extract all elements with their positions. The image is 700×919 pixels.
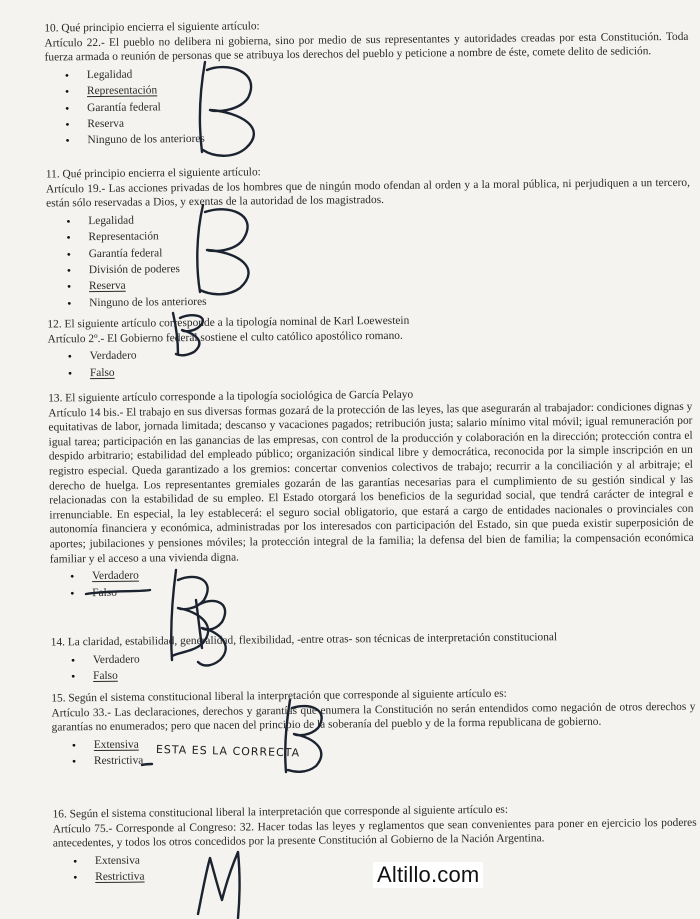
article-text: Artículo 33.- Las declaraciones, derechos y garantías que enumera la Constitución no serán entendidos como negación de otros derechos y garantías no enumerados; pero que nacen del principio de la soberanía del pueblo y de la forma republicana de gobierno. <box>51 700 696 734</box>
option: • Restrictiva <box>94 747 696 770</box>
option-selected: • Falso <box>93 662 695 685</box>
handwritten-annotation: ESTA ES LA CORRECTA <box>155 742 301 760</box>
question-13 <box>48 385 694 602</box>
option-selected: • Extensiva <box>94 731 696 754</box>
question-10 <box>44 15 689 150</box>
option: • Ninguno de los anteriores <box>89 289 691 312</box>
question-prompt: 16. Según el sistema constitucional liberal la interpretación que corresponde al siguiente artículo es: <box>52 803 509 821</box>
option-selected: • Verdadero <box>92 562 694 585</box>
option: • Legalidad <box>88 207 690 230</box>
option: • Reserva <box>87 110 689 133</box>
options-list <box>46 207 691 312</box>
watermark-logo: Altillo.com <box>373 862 483 888</box>
question-prompt: 10. Qué principio encierra el siguiente artículo: <box>44 20 260 35</box>
article-text: Artículo 22.- El pueblo no delibera ni gobierna, sino por medio de sus representantes y autoridades creadas por esta Constitución. Toda fuerza armada o reunión de personas que se atribuya los derechos del pueblo y peticione a nombre de éste, comete delito de sedición. <box>44 30 689 64</box>
options-list <box>50 562 694 602</box>
options-list <box>45 61 690 150</box>
options-list <box>52 731 696 771</box>
question-14 <box>51 629 695 685</box>
option: • Garantía federal <box>87 93 689 116</box>
option: • Legalidad <box>87 61 689 84</box>
option: • Representación <box>88 223 690 246</box>
option: • Extensiva <box>95 847 697 870</box>
option: • División de poderes <box>89 256 691 279</box>
option: • Verdadero <box>93 645 695 668</box>
question-11 <box>46 161 691 312</box>
options-list <box>51 645 695 685</box>
question-prompt: 12. El siguiente artículo corresponde a la tipología nominal de Karl Loewestein <box>47 314 410 331</box>
option: • Garantía federal <box>89 239 691 262</box>
option-selected: • Representación <box>87 77 689 100</box>
question-prompt: 15. Según el sistema constitucional liberal la interpretación que corresponde al siguiente artículo es: <box>51 687 507 705</box>
question-prompt: 14. La claridad, estabilidad, generalidad, flexibilidad, -entre otras- son técnicas de interpretación constitucional <box>50 631 558 649</box>
article-text: Artículo 75.- Corresponde al Congreso: 32. Hacer todas las leyes y reglamentos que sean convenientes para poner en ejercicio los poderes antecedentes, y todos los otros concedidos por la presente Constitución al Gobierno de la Nación Argentina. <box>52 816 697 850</box>
option: • Ninguno de los anteriores <box>87 126 689 149</box>
article-text: Artículo 19.- Las acciones privadas de los hombres que de ningún modo ofendan al orden y a la moral pública, ni perjudiquen a un tercero, están sólo reservadas a Dios, y exentas de la autoridad de los magistrados. <box>45 176 691 210</box>
option-selected: • Reserva <box>89 272 691 295</box>
option: • Verdadero <box>90 342 692 365</box>
article-text: Artículo 14 bis.- El trabajo en sus diversas formas gozará de la protección de las leyes, las que asegurarán al trabajador: condiciones dignas y equitativas de labor, jornada limitada; descanso y vacaciones pagados; retribución justa; salario mínimo vital móvil; igual remuneración por igual tarea; participación en las ganancias de las empresas, con control de la producción y colaboración en la dirección; protección contra el despido arbitrario; estabilidad del empleado público; organización sindical libre y democrática, reconocida por la simple inscripción en un registro especial. Queda garantizado a los gremios: concertar convenios colectivos de trabajo; recurrir a la conciliación y al arbitraje; el derecho de huelga. Los representantes gremiales gozarán de las garantías necesarias para el cumplimiento de su gestión sindical y las relacionadas con la estabilidad de su empleo. El Estado otorgará los beneficios de la seguridad social, que tendrá carácter de integral e irrenunciable. En especial, la ley establecerá: el seguro social obligatorio, que estará a cargo de entidades nacionales o provinciales con autonomía financiera y económica, administradas por los interesados con participación del Estado, sin que pueda existir superposición de aportes; jubilaciones y pensiones móviles; la protección integral de la familia; la defensa del bien de familia; la compensación económica familiar y el acceso a una vivienda digna. <box>48 400 694 566</box>
question-12 <box>47 311 692 382</box>
option-selected: • Restrictiva <box>95 863 697 886</box>
option: • Falso <box>92 578 694 601</box>
question-15 <box>51 685 696 770</box>
options-list <box>48 342 692 382</box>
article-text: Artículo 2º.- El Gobierno federal sostiene el culto católico apostólico romano. <box>47 329 403 346</box>
option-selected: • Falso <box>90 358 692 381</box>
question-prompt: 13. El siguiente artículo corresponde a la tipología sociológica de García Pelayo <box>48 388 414 405</box>
question-prompt: 11. Qué principio encierra el siguiente artículo: <box>45 166 261 181</box>
